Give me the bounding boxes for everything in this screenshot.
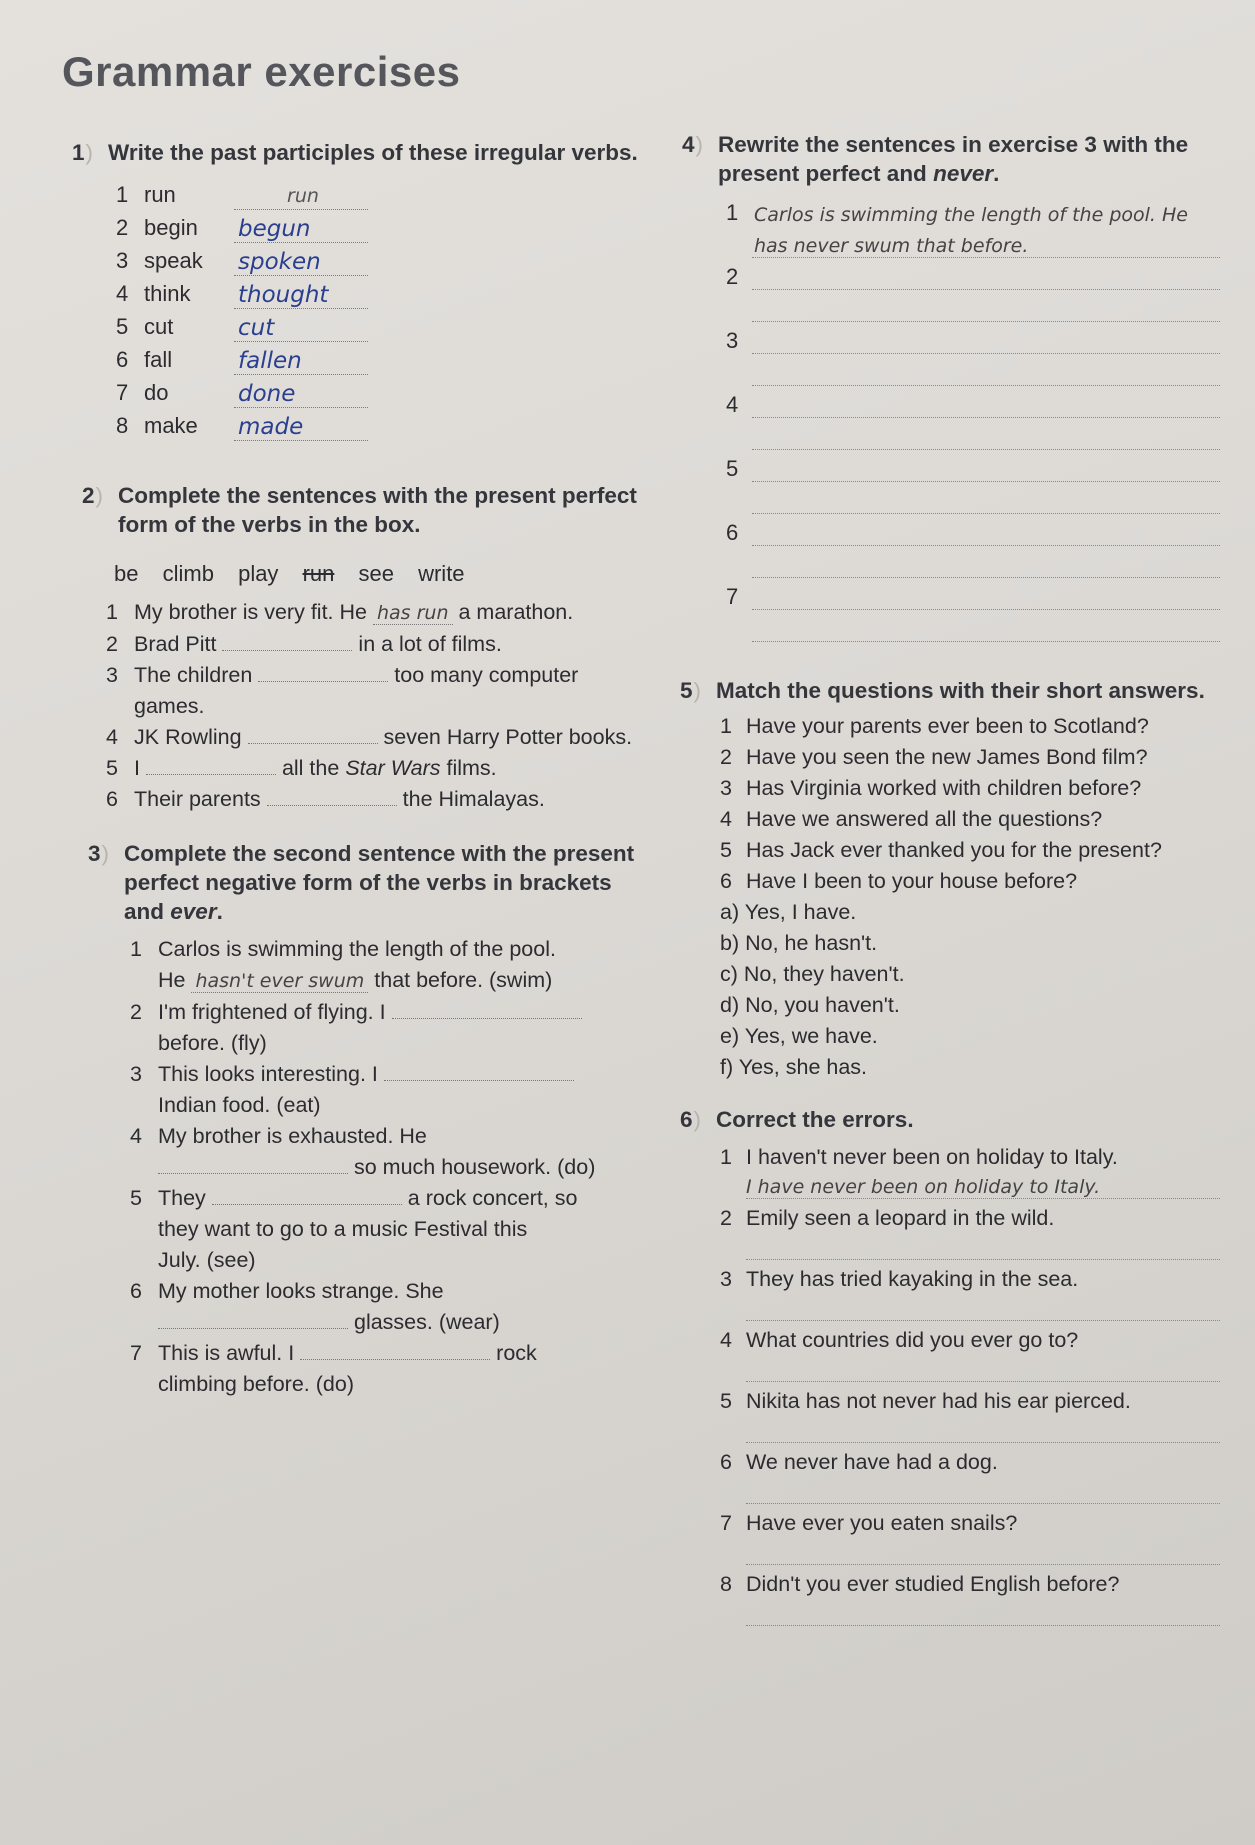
item-number: 6: [116, 347, 129, 372]
rewrite-line: [690, 290, 1220, 322]
rewrite-line: [690, 322, 1220, 354]
answer-field[interactable]: fallen: [234, 348, 368, 375]
sentence-text: rock: [496, 1341, 537, 1365]
answer-field[interactable]: [384, 1060, 574, 1081]
exercise-instruction: Match the questions with their short answers.: [716, 678, 1205, 703]
error-item: [690, 1386, 1220, 1443]
right-column: [680, 130, 1220, 1648]
answer-field[interactable]: [392, 998, 582, 1019]
box-word: write: [418, 561, 465, 586]
answer-field[interactable]: [752, 363, 1220, 386]
question: [690, 742, 1220, 773]
answer-field[interactable]: [158, 1153, 348, 1174]
item-number: 7: [720, 1511, 732, 1535]
error-item: [690, 1508, 1220, 1565]
item-number: 4: [116, 281, 129, 306]
sentence-text: My brother is very fit. He: [134, 600, 367, 624]
rewrite-line: [690, 354, 1220, 386]
answer-field[interactable]: hasn't ever swum: [191, 970, 368, 993]
box-word: see: [358, 561, 394, 586]
verb: do: [144, 380, 169, 405]
sentence-text: My mother looks strange. She: [158, 1279, 444, 1303]
error-item: [690, 1264, 1220, 1321]
answer-field[interactable]: [146, 754, 276, 775]
short-answer: b) No, he hasn't.: [720, 931, 878, 955]
sentence: [130, 997, 652, 1059]
answer-field[interactable]: thought: [234, 282, 368, 309]
item-number: 3: [720, 1267, 732, 1291]
verb-row: [116, 342, 652, 375]
verb-row: [116, 408, 652, 441]
sentence-text: Indian food. (eat): [158, 1093, 321, 1117]
question: [690, 711, 1220, 742]
answer-field[interactable]: spoken: [234, 249, 368, 276]
error-item: [690, 1325, 1220, 1382]
sentence-text: I'm frightened of flying. I: [158, 1000, 386, 1024]
sentence-text: in a lot of films.: [358, 632, 502, 656]
sentence: [130, 934, 652, 997]
question: [690, 835, 1220, 866]
short-answer: d) No, you haven't.: [720, 993, 900, 1017]
question: [690, 804, 1220, 835]
sentence: [106, 753, 652, 784]
exercise-3-header: 3 ) Complete the second sentence with the present perfect negative form of the verbs in brackets and ever.: [72, 839, 652, 926]
error-sentence: They has tried kayaking in the sea.: [746, 1267, 1079, 1291]
verb-row: [116, 276, 652, 309]
sentence: [130, 1121, 652, 1183]
answer-field[interactable]: [752, 587, 1220, 610]
question-text: Has Virginia worked with children before?: [746, 776, 1142, 800]
sentence-text: My brother is exhausted. He: [158, 1124, 427, 1148]
exercise-4: [682, 130, 1220, 642]
short-answer: a) Yes, I have.: [720, 900, 857, 924]
rewrite-line: [690, 578, 1220, 610]
error-sentence: What countries did you ever go to?: [746, 1328, 1079, 1352]
answer-field[interactable]: [752, 523, 1220, 546]
sentence-text: films.: [446, 756, 497, 780]
exercise-6-header: [680, 1105, 1220, 1134]
item-number: 1: [106, 600, 118, 624]
rewrite-line: [690, 226, 1220, 258]
item-number: 6: [726, 520, 739, 545]
exercise-2: [72, 481, 652, 815]
verb-list: [72, 177, 652, 441]
sentence: [106, 722, 652, 753]
exercise-number: 2 ): [82, 481, 118, 539]
sentence-text: This is awful. I: [158, 1341, 295, 1365]
sentence-text: Brad Pitt: [134, 632, 217, 656]
question-text: Have your parents ever been to Scotland?: [746, 714, 1149, 738]
rewrite-line: [690, 194, 1220, 226]
sentence: [130, 1276, 652, 1338]
answer-field[interactable]: cut: [234, 315, 368, 342]
verb-row: [116, 177, 652, 210]
exercise-1-header: [72, 138, 652, 167]
item-number: 4: [720, 1328, 732, 1352]
box-word-crossed: run: [302, 561, 335, 586]
sentence-text: JK Rowling: [134, 725, 242, 749]
sentence-text: a rock concert, so: [407, 1186, 578, 1210]
answer-field[interactable]: [752, 395, 1220, 418]
item-number: 6: [106, 787, 118, 811]
question-text: Has Jack ever thanked you for the present?: [746, 838, 1162, 862]
sentence-text: before. (fly): [158, 1031, 267, 1055]
answer-field[interactable]: [267, 785, 397, 806]
verb-row: [116, 309, 652, 342]
answer-field[interactable]: [752, 555, 1220, 578]
error-sentence: Nikita has not never had his ear pierced.: [746, 1389, 1131, 1413]
error-item: [690, 1203, 1220, 1260]
sentence-text: they want to go to a music Festival this: [158, 1217, 528, 1241]
answer-field[interactable]: [752, 331, 1220, 354]
item-number: 4: [720, 807, 732, 831]
answer-field[interactable]: [752, 427, 1220, 450]
short-answer: e) Yes, we have.: [720, 1024, 878, 1048]
verb: run: [144, 182, 176, 207]
answer-field[interactable]: [752, 267, 1220, 290]
sentence-text: They: [158, 1186, 206, 1210]
verb-row: [116, 243, 652, 276]
item-number: 4: [106, 725, 118, 749]
exercise-5-header: [680, 676, 1220, 705]
rewrite-line: [690, 450, 1220, 482]
question: [690, 866, 1220, 897]
exercise-number: 6 ): [680, 1105, 716, 1134]
item-number: 3: [726, 328, 739, 353]
answer-field[interactable]: [746, 1477, 1220, 1504]
item-number: 1: [726, 200, 739, 225]
answer-field[interactable]: [222, 630, 352, 651]
item-number: 7: [726, 584, 739, 609]
item-number: 4: [130, 1124, 142, 1148]
rewrite-line: [690, 514, 1220, 546]
exercise-2-header: [72, 481, 652, 539]
exercise-instruction-italic: ever: [170, 899, 217, 924]
item-number: 1: [116, 182, 129, 207]
sentence-text: Star Wars: [345, 756, 441, 780]
item-number: 2: [130, 1000, 142, 1024]
answer-field[interactable]: has run: [373, 602, 453, 625]
answer-field[interactable]: [248, 723, 378, 744]
item-number: 7: [130, 1341, 142, 1365]
sentence-text: the Himalayas.: [402, 787, 545, 811]
error-item: [690, 1569, 1220, 1626]
item-number: 6: [130, 1279, 142, 1303]
sentence: [130, 1059, 652, 1121]
item-number: 6: [720, 869, 732, 893]
item-number: 3: [116, 248, 129, 273]
box-word: be: [114, 561, 139, 586]
item-number: 8: [720, 1572, 732, 1596]
verb: fall: [144, 347, 173, 372]
answer-field[interactable]: Carlos is swimming the length of the pool. He: [754, 204, 1188, 226]
question-text: Have we answered all the questions?: [746, 807, 1103, 831]
sentence-text: Their parents: [134, 787, 261, 811]
answer-field[interactable]: run: [234, 183, 368, 210]
sentence-text: so much housework. (do): [353, 1155, 596, 1179]
item-number: 3: [106, 663, 118, 687]
verb-row: [116, 375, 652, 408]
exercise-4-header: 4 ) Rewrite the sentences in exercise 3 with the present perfect and never.: [682, 130, 1220, 188]
error-sentence: Emily seen a leopard in the wild.: [746, 1206, 1055, 1230]
error-item: [690, 1142, 1220, 1199]
page-title: Grammar exercises: [62, 48, 461, 95]
item-number: 1: [130, 937, 142, 961]
exercise-1: [72, 138, 652, 441]
answer-field[interactable]: has never swum that before.: [752, 235, 1220, 258]
exercise-number: 1 ): [72, 138, 108, 167]
rewrite-line: [690, 610, 1220, 642]
exercise-3: [72, 839, 652, 1400]
exercise-instruction: Complete the second sentence with the present perfect negative form of the verbs in brackets and: [124, 841, 635, 924]
answer-field[interactable]: [158, 1308, 348, 1329]
answer-field[interactable]: [212, 1184, 402, 1205]
box-word: play: [238, 561, 279, 586]
item-number: 5: [720, 1389, 732, 1413]
verb: begin: [144, 215, 198, 240]
exercise-instruction: Rewrite the sentences in exercise 3 with the present perfect and: [718, 132, 1189, 186]
sentence-text: Carlos is swimming the length of the pool.: [158, 937, 556, 961]
answer-field[interactable]: [746, 1355, 1220, 1382]
item-number: 1: [720, 714, 732, 738]
item-number: 5: [106, 756, 118, 780]
answer-field[interactable]: made: [234, 414, 368, 441]
answer-field[interactable]: [752, 299, 1220, 322]
answer-field[interactable]: begun: [234, 216, 368, 243]
item-number: 5: [116, 314, 129, 339]
box-word: climb: [162, 561, 214, 586]
item-number: 6: [720, 1450, 732, 1474]
sentence: [130, 1338, 652, 1400]
sentence-text: He: [158, 968, 186, 992]
verb: cut: [144, 314, 174, 339]
exercise-number: 5 ): [680, 676, 716, 705]
verb-box: [114, 561, 652, 587]
sentence: [106, 629, 652, 660]
item-number: 7: [116, 380, 129, 405]
exercise-number: 4 ): [682, 130, 718, 188]
sentence-text: a marathon.: [458, 600, 574, 624]
item-number: 2: [720, 745, 732, 769]
item-number: 3: [130, 1062, 142, 1086]
exercise-number: 3 ): [88, 839, 124, 926]
verb: speak: [144, 248, 203, 273]
answer-field[interactable]: I have never been on holiday to Italy.: [746, 1172, 1220, 1199]
rewrite-line: [690, 418, 1220, 450]
item-number: 2: [726, 264, 739, 289]
question-text: Have I been to your house before?: [746, 869, 1078, 893]
sentence-text: too many computer games.: [134, 663, 579, 718]
answer-field[interactable]: [746, 1416, 1220, 1443]
rewrite-line: [690, 546, 1220, 578]
error-item: [690, 1447, 1220, 1504]
answer-field[interactable]: [746, 1538, 1220, 1565]
answer-field[interactable]: [746, 1294, 1220, 1321]
exercise-6: [680, 1105, 1220, 1626]
sentence-text: July. (see): [158, 1248, 256, 1272]
answer-field[interactable]: [746, 1233, 1220, 1260]
question-text: Have you seen the new James Bond film?: [746, 745, 1148, 769]
rewrite-line: [690, 386, 1220, 418]
sentence: [130, 1183, 652, 1276]
answer-field[interactable]: [752, 459, 1220, 482]
sentence-text: seven Harry Potter books.: [383, 725, 633, 749]
item-number: 5: [726, 456, 739, 481]
answer-field[interactable]: done: [234, 381, 368, 408]
sentence-text: that before. (swim): [374, 968, 553, 992]
rewrite-line: [690, 482, 1220, 514]
left-column: [72, 138, 652, 1422]
sentence-text: climbing before. (do): [158, 1372, 354, 1396]
sentence: [106, 784, 652, 815]
exercise-5: [680, 676, 1220, 1083]
exercise-instruction-italic: never: [933, 161, 994, 186]
item-number: 1: [720, 1145, 732, 1169]
sentence-text: This looks interesting. I: [158, 1062, 378, 1086]
question: [690, 773, 1220, 804]
answer-field[interactable]: [752, 491, 1220, 514]
item-number: 8: [116, 413, 129, 438]
sentence-text: all the: [281, 756, 340, 780]
item-number: 2: [116, 215, 129, 240]
verb: think: [144, 281, 191, 306]
sentence-text: glasses. (wear): [353, 1310, 500, 1334]
exercise-instruction: Write the past participles of these irregular verbs.: [108, 140, 638, 165]
short-answer: f) Yes, she has.: [720, 1055, 868, 1079]
sentence: [106, 597, 652, 629]
item-number: 5: [720, 838, 732, 862]
error-sentence: I haven't never been on holiday to Italy.: [746, 1145, 1118, 1169]
error-sentence: Didn't you ever studied English before?: [746, 1572, 1120, 1596]
exercise-instruction: Correct the errors.: [716, 1107, 914, 1132]
verb: make: [144, 413, 198, 438]
item-number: 4: [726, 392, 739, 417]
exercise-instruction: Complete the sentences with the present perfect form of the verbs in the box.: [118, 483, 637, 537]
item-number: 2: [106, 632, 118, 656]
sentence-text: The children: [134, 663, 253, 687]
item-number: 3: [720, 776, 732, 800]
item-number: 2: [720, 1206, 732, 1230]
answer-field[interactable]: [258, 661, 388, 682]
rewrite-line: [690, 258, 1220, 290]
verb-row: [116, 210, 652, 243]
error-sentence: We never have had a dog.: [746, 1450, 998, 1474]
sentence: [106, 660, 652, 722]
answer-field[interactable]: [746, 1599, 1220, 1626]
answer-field[interactable]: [300, 1339, 490, 1360]
error-sentence: Have ever you eaten snails?: [746, 1511, 1018, 1535]
item-number: 5: [130, 1186, 142, 1210]
short-answer: c) No, they haven't.: [720, 962, 905, 986]
sentence-text: I: [134, 756, 140, 780]
answer-field[interactable]: [752, 619, 1220, 642]
